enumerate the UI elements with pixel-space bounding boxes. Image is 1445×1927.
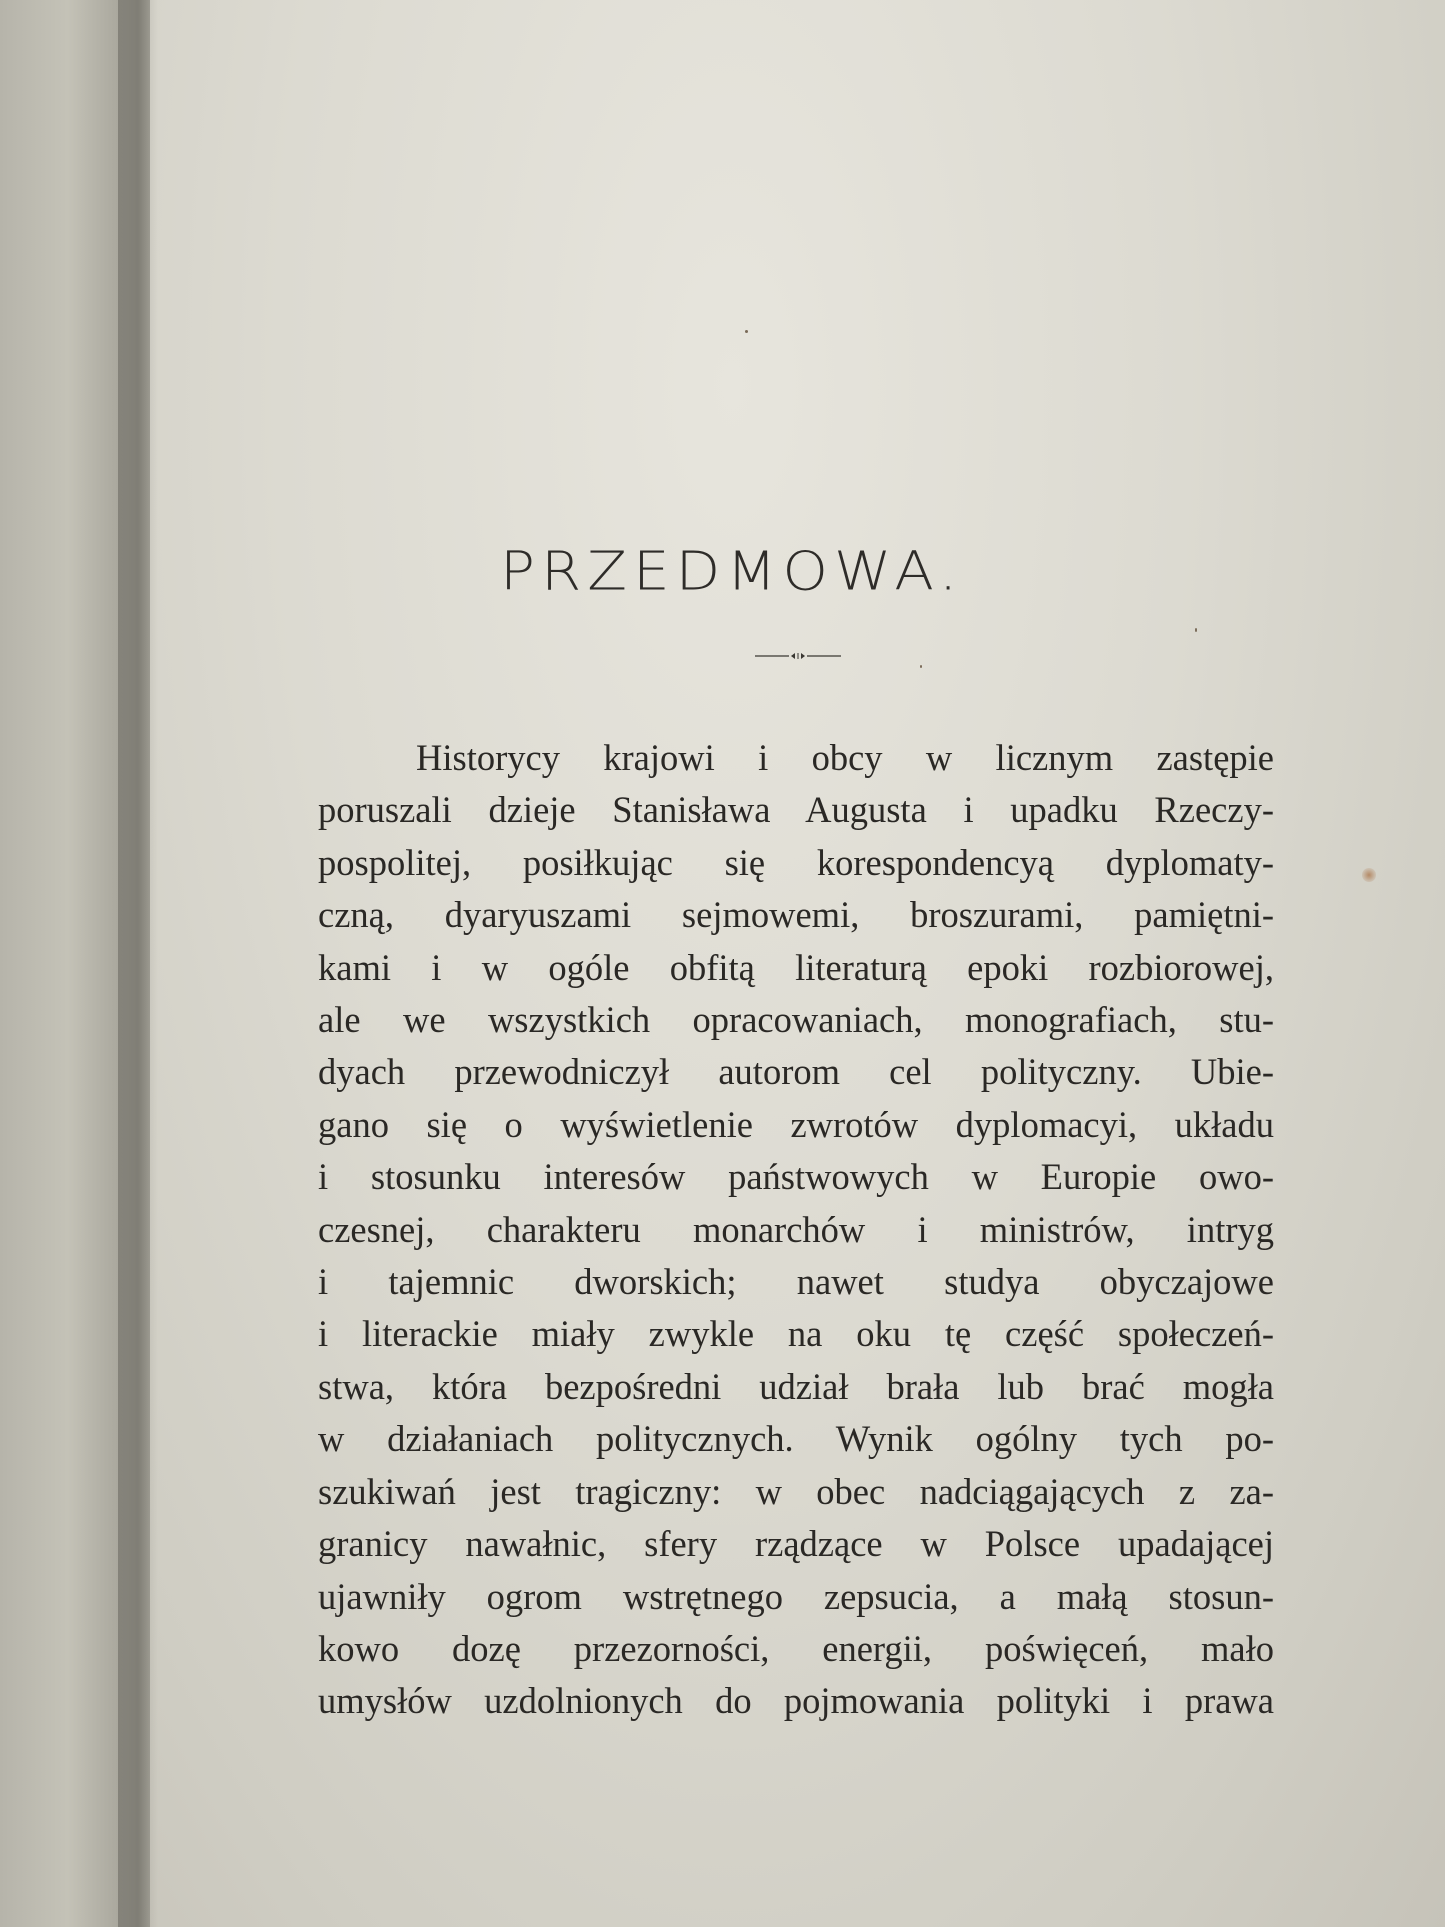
text-line: w działaniach politycznych. Wynik ogólny tych po- <box>318 1418 1274 1460</box>
paper-speck <box>920 665 922 668</box>
paper-stain <box>1362 868 1376 882</box>
page-title: PRZEDMOWA. <box>500 540 964 603</box>
text-line: ale we wszystkich opracowaniach, monografiach, stu- <box>318 999 1274 1041</box>
text-line: poruszali dzieje Stanisława Augusta i upadku Rzeczy- <box>318 789 1274 831</box>
text-line: pospolitej, posiłkując się korespondencyą dyplomaty- <box>318 841 1274 883</box>
text-line: stwa, która bezpośredni udział brała lub brać mogła <box>318 1365 1274 1407</box>
text-line: gano się o wyświetlenie zwrotów dyplomacyi, układu <box>318 1103 1274 1145</box>
text-line: kowo dozę przezorności, energii, poświęceń, mało <box>318 1627 1274 1669</box>
text-line: umysłów uzdolnionych do pojmowania polityki i prawa <box>318 1680 1274 1722</box>
text-line: kami i w ogóle obfitą literaturą epoki rozbiorowej, <box>318 946 1274 988</box>
text-line: i literackie miały zwykle na oku tę część społeczeń- <box>318 1313 1274 1355</box>
text-line: i stosunku interesów państwowych w Europie owo- <box>318 1156 1274 1198</box>
preface-text <box>318 732 1274 1728</box>
text-line: szukiwań jest tragiczny: w obec nadciągających z za- <box>318 1470 1274 1512</box>
text-line: granicy nawałnic, sfery rządzące w Polsce upadającej <box>318 1523 1274 1565</box>
paper-speck <box>745 330 748 333</box>
paper-speck <box>1195 628 1197 632</box>
text-line: czną, dyaryuszami sejmowemi, broszurami, pamiętni- <box>318 894 1274 936</box>
gutter-shadow <box>118 0 158 1927</box>
text-line: czesnej, charakteru monarchów i ministrów, intryg <box>318 1208 1274 1250</box>
text-line: Historycy krajowi i obcy w licznym zastępie <box>416 737 1274 778</box>
text-line: ujawniły ogrom wstrętnego zepsucia, a małą stosun- <box>318 1575 1274 1617</box>
text-line: dyach przewodniczył autorom cel polityczny. Ubie- <box>318 1051 1274 1093</box>
ornament-divider <box>755 652 841 660</box>
text-line: i tajemnic dworskich; nawet studya obyczajowe <box>318 1261 1274 1303</box>
